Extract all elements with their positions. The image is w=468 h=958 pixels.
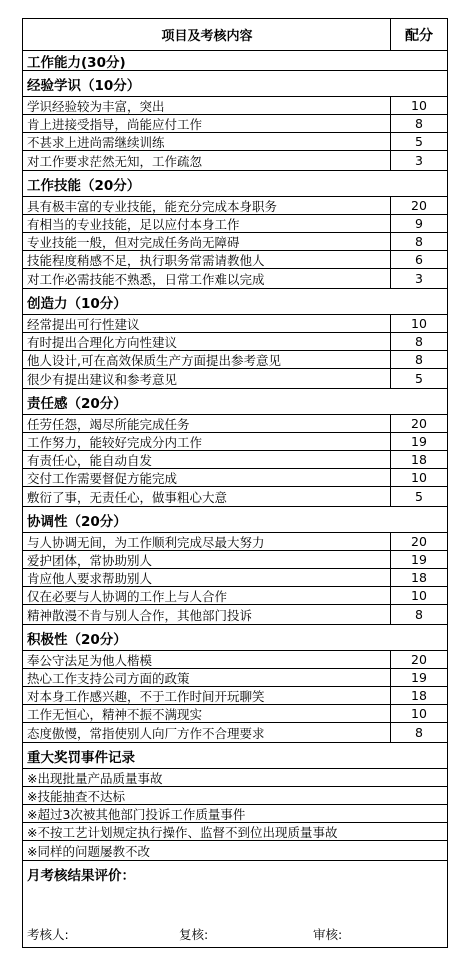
approver-label: 审核: (313, 927, 343, 942)
major-event-text: ※出现批量产品质量事故 (27, 770, 163, 786)
score-column-header: 配分 (390, 19, 447, 50)
table-row (23, 433, 447, 451)
score-value: 20 (390, 415, 447, 432)
score-value: 8 (390, 233, 447, 250)
criteria-text: 有相当的专业技能，足以应付本身工作 (27, 216, 240, 232)
criteria-text: 敷衍了事，无责任心，做事粗心大意 (27, 489, 228, 505)
table-row (23, 233, 447, 251)
score-value: 8 (390, 115, 447, 132)
section-title-row (23, 171, 447, 197)
score-value: 8 (390, 605, 447, 624)
score-value: 3 (390, 269, 447, 288)
signature-footer (23, 917, 447, 947)
table-row (23, 587, 447, 605)
major-events-title-row (23, 743, 447, 769)
score-value: 10 (390, 97, 447, 114)
criteria-text: 交付工作需要督促方能完成 (27, 470, 178, 486)
assessor-label: 考核人: (27, 927, 69, 942)
table-row (23, 723, 447, 743)
criteria-text: 仅在必要与人协调的工作上与人合作 (27, 588, 228, 604)
major-event-text: ※不按工艺计划规定执行操作、监督不到位出现质量事故 (27, 824, 338, 840)
criteria-text: 有责任心，能自动自发 (27, 452, 153, 468)
monthly-result-row (23, 861, 447, 887)
table-row (23, 269, 447, 289)
section-title-row (23, 289, 447, 315)
table-row (23, 251, 447, 269)
section-title-skills: 工作技能（20分） (27, 177, 141, 194)
list-item (23, 787, 447, 805)
section-title-row (23, 625, 447, 651)
monthly-result-title: 月考核结果评价： (27, 868, 135, 884)
ability-title-row (23, 51, 447, 71)
table-row (23, 133, 447, 151)
score-value: 19 (390, 551, 447, 568)
table-row (23, 97, 447, 115)
score-value: 10 (390, 469, 447, 486)
score-value: 10 (390, 315, 447, 332)
section-title-row (23, 389, 447, 415)
table-row (23, 705, 447, 723)
criteria-text: 学识经验较为丰富，突出 (27, 98, 165, 114)
section-title-initiative: 积极性（20分） (27, 631, 127, 648)
major-event-text: ※同样的问题屡教不改 (27, 843, 150, 859)
section-title-experience: 经验学识（10分） (27, 77, 141, 94)
score-value: 19 (390, 669, 447, 686)
table-row (23, 669, 447, 687)
criteria-text: 有时提出合理化方向性建议 (27, 334, 178, 350)
criteria-text: 具有极丰富的专业技能，能充分完成本身职务 (27, 198, 278, 214)
criteria-text: 对工作要求茫然无知，工作疏忽 (27, 153, 203, 169)
table-row (23, 315, 447, 333)
table-row (23, 451, 447, 469)
assessment-table (22, 18, 448, 948)
major-event-text: ※超过3次被其他部门投诉工作质量事件 (27, 806, 246, 822)
score-value: 5 (390, 133, 447, 150)
criteria-text: 专业技能一般，但对完成任务尚无障碍 (27, 234, 240, 250)
table-row (23, 533, 447, 551)
section-title-responsibility: 责任感（20分） (27, 395, 127, 412)
criteria-text: 很少有提出建议和参考意见 (27, 371, 178, 387)
score-value: 3 (390, 151, 447, 170)
table-row (23, 369, 447, 389)
major-event-text: ※技能抽查不达标 (27, 788, 125, 804)
list-item (23, 841, 447, 861)
ability-title: 工作能力(30分) (27, 54, 126, 71)
score-value: 9 (390, 215, 447, 232)
score-value: 8 (390, 351, 447, 368)
list-item (23, 769, 447, 787)
criteria-text: 奉公守法足为他人楷模 (27, 652, 153, 668)
table-row (23, 351, 447, 369)
score-value: 8 (390, 723, 447, 742)
table-row (23, 687, 447, 705)
criteria-text: 肯上进接受指导，尚能应付工作 (27, 116, 203, 132)
table-row (23, 569, 447, 587)
list-item (23, 805, 447, 823)
score-value: 18 (390, 687, 447, 704)
section-title-coordination: 协调性（20分） (27, 513, 127, 530)
score-value: 6 (390, 251, 447, 268)
table-row (23, 215, 447, 233)
section-title-row (23, 507, 447, 533)
criteria-text: 经常提出可行性建议 (27, 316, 140, 332)
score-value: 18 (390, 569, 447, 586)
score-value: 10 (390, 587, 447, 604)
criteria-text: 精神散漫不肯与别人合作，其他部门投诉 (27, 607, 253, 623)
major-events-title: 重大奖罚事件记录 (27, 749, 135, 766)
criteria-text: 技能程度稍感不足，执行职务常需请教他人 (27, 252, 265, 268)
score-value: 20 (390, 533, 447, 550)
criteria-text: 工作无恒心，精神不振不满现实 (27, 706, 203, 722)
score-value: 5 (390, 369, 447, 388)
criteria-text: 他人设计,可在高效保质生产方面提出参考意见 (27, 352, 281, 368)
score-value: 19 (390, 433, 447, 450)
criteria-text: 与人协调无间，为工作顺利完成尽最大努力 (27, 534, 265, 550)
score-value: 10 (390, 705, 447, 722)
criteria-text: 爱护团体，常协助别人 (27, 552, 153, 568)
criteria-text: 态度傲慢，常指使别人向厂方作不合理要求 (27, 725, 265, 741)
table-row (23, 469, 447, 487)
score-value: 20 (390, 651, 447, 668)
table-row (23, 551, 447, 569)
table-row (23, 487, 447, 507)
reviewer-label: 复核: (179, 927, 209, 942)
criteria-text: 不甚求上进尚需继续训练 (27, 134, 165, 150)
table-row (23, 605, 447, 625)
criteria-text: 任劳任怨，竭尽所能完成任务 (27, 416, 190, 432)
criteria-text: 肯应他人要求帮助别人 (27, 570, 153, 586)
table-row (23, 651, 447, 669)
table-header (23, 19, 447, 51)
table-row (23, 151, 447, 171)
score-value: 5 (390, 487, 447, 506)
criteria-text: 工作努力，能较好完成分内工作 (27, 434, 203, 450)
score-value: 20 (390, 197, 447, 214)
section-title-row (23, 71, 447, 97)
table-row (23, 415, 447, 433)
item-column-header: 项目及考核内容 (161, 29, 253, 44)
table-row (23, 333, 447, 351)
criteria-text: 对工作必需技能不熟悉，日常工作难以完成 (27, 271, 265, 287)
list-item (23, 823, 447, 841)
score-value: 8 (390, 333, 447, 350)
criteria-text: 对本身工作感兴趣，不于工作时间开玩聊笑 (27, 688, 265, 704)
criteria-text: 热心工作支持公司方面的政策 (27, 670, 190, 686)
section-title-creativity: 创造力（10分） (27, 295, 127, 312)
table-row (23, 197, 447, 215)
score-value: 18 (390, 451, 447, 468)
table-row (23, 115, 447, 133)
